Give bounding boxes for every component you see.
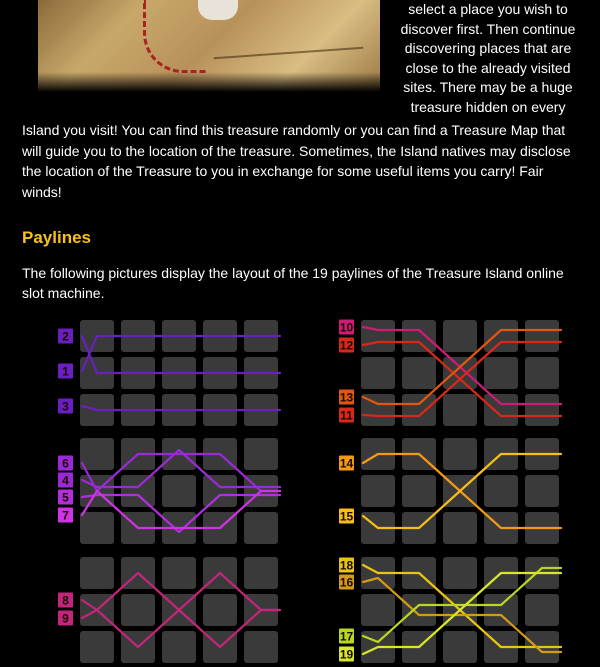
payline-number-label: 7 <box>62 508 69 523</box>
payline-group <box>58 438 280 544</box>
paylines-description: The following pictures display the layout of the 19 paylines of the Treasure Island online slot machine. <box>22 265 564 301</box>
payline-number-label: 13 <box>339 390 354 405</box>
payline-group <box>58 320 280 426</box>
reel-cell <box>244 631 278 663</box>
reel-cell <box>80 631 114 663</box>
reel-cell <box>443 631 477 663</box>
reel-cell <box>361 475 395 507</box>
payline-number-label: 11 <box>340 408 353 423</box>
payline-number-label: 5 <box>62 490 69 505</box>
reel-cell <box>361 594 395 626</box>
reel-cell <box>244 438 278 470</box>
payline-group <box>339 320 561 427</box>
reel-cell <box>443 557 477 589</box>
reel-cell <box>402 594 436 626</box>
reel-cell <box>443 438 477 470</box>
payline-number-label: 14 <box>339 456 354 471</box>
reel-cell <box>244 557 278 589</box>
intro-text-continued: Island you visit! You can find this treasure randomly or you can find a Treasure Map that will guide you to the location of the treasure. Sometimes, the Island natives may disclose the location of the Treasure to you in exchange for some useful items you carry! Fair winds! <box>22 122 571 200</box>
payline-number-label: 18 <box>339 558 354 573</box>
payline-number-label: 16 <box>339 575 354 590</box>
payline-number-label: 3 <box>62 399 69 414</box>
reel-cell <box>525 594 559 626</box>
intro-text-right: select a place you wish to discover first. Then continue discovering places that are close to the already visited sites. There may be a huge treasure hidden on every <box>400 1 576 115</box>
reel-cell <box>121 594 155 626</box>
payline-number-label: 1 <box>62 364 69 379</box>
payline-group <box>339 557 561 663</box>
payline-group <box>339 438 561 544</box>
reel-cell <box>203 594 237 626</box>
payline-number-label: 8 <box>62 593 69 608</box>
payline-number-label: 19 <box>339 647 354 662</box>
reel-cell <box>484 320 518 352</box>
reel-cell <box>525 320 559 352</box>
reel-cell <box>525 394 559 426</box>
reel-cell <box>484 394 518 426</box>
reel-cell <box>80 438 114 470</box>
reel-cell <box>484 475 518 507</box>
reel-cell <box>80 512 114 544</box>
reel-cell <box>402 320 436 352</box>
payline-number-label: 2 <box>62 329 69 344</box>
reel-cell <box>162 475 196 507</box>
reel-cell <box>443 320 477 352</box>
reel-cell <box>525 475 559 507</box>
reel-cell <box>244 512 278 544</box>
reel-cell <box>525 357 559 389</box>
reel-cell <box>80 557 114 589</box>
reel-cell <box>162 557 196 589</box>
reel-cell <box>402 475 436 507</box>
reel-cell <box>361 357 395 389</box>
paylines-heading: Paylines <box>22 228 91 247</box>
reel-cell <box>484 594 518 626</box>
payline-number-label: 4 <box>62 473 69 488</box>
reel-cell <box>484 357 518 389</box>
payline-number-label: 6 <box>62 456 69 471</box>
reel-cell <box>402 394 436 426</box>
payline-number-label: 17 <box>339 629 354 644</box>
reel-cell <box>443 394 477 426</box>
payline-number-label: 9 <box>62 611 69 626</box>
reel-cell <box>402 357 436 389</box>
reel-cell <box>203 475 237 507</box>
payline-number-label: 12 <box>339 338 354 353</box>
reel-cell <box>361 320 395 352</box>
reel-cell <box>121 475 155 507</box>
payline-number-label: 15 <box>339 509 354 524</box>
payline-number-label: 10 <box>339 320 354 335</box>
reel-cell <box>162 631 196 663</box>
payline-group <box>58 557 280 663</box>
reel-cell <box>443 512 477 544</box>
reel-cell <box>443 357 477 389</box>
